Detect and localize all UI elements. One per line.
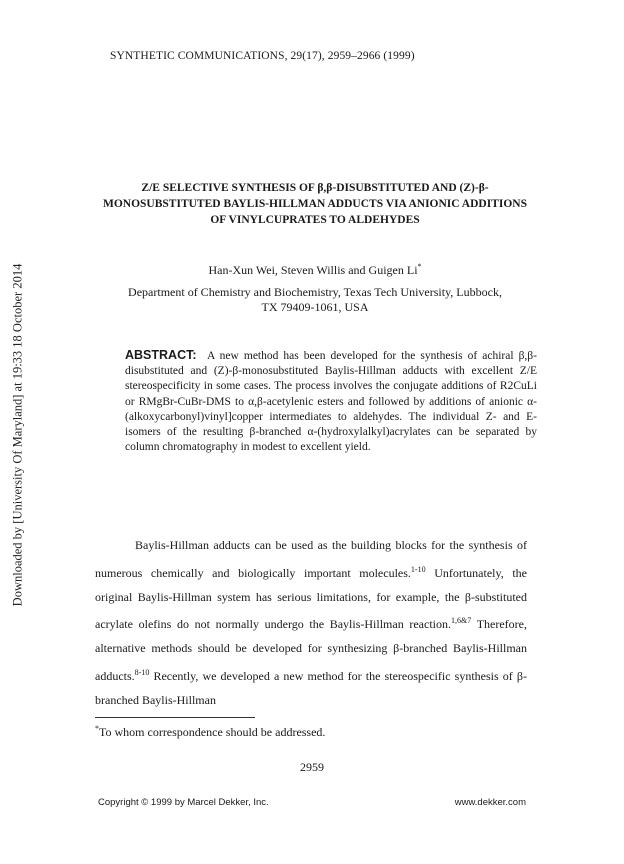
- download-watermark-text: Downloaded by [University Of Maryland] at 19:33 18 October 2014: [10, 263, 25, 607]
- body-paragraph: [95, 534, 527, 713]
- affiliation-line-2: TX 79409-1061, USA: [261, 300, 369, 314]
- footnote-mark: *: [95, 724, 99, 733]
- abstract-text: A new method has been developed for the synthesis of achiral β,β-disubstituted and (Z)-β-monosubstituted Baylis-Hillman adducts with excellent Z/E stereospecificity in some cases. The process involves the conjugate additions of R2CuLi or RMgBr-CuBr-DMS to α,β-acetylenic esters and followed by additions of anionic α-(alkoxycarbonyl)vinyl]copper intermediates to aldehydes. The individual Z- and E- isomers of the resulting β-branched α-(hydroxylalkyl)acrylates can be separated by column chromatography in modest to excellent yield.: [125, 350, 537, 454]
- affiliation: [80, 285, 550, 315]
- body-text-3: Therefore, alternative methods should be developed for synthesizing β-branched Baylis-Hillman adducts.: [95, 617, 527, 683]
- footnote-divider: [95, 717, 255, 718]
- publisher-website: www.dekker.com: [454, 797, 526, 808]
- abstract-label: ABSTRACT:: [125, 348, 197, 362]
- body-text-1: Baylis-Hillman adducts can be used as the building blocks for the synthesis of numerous chemically and biologically important molecules.: [95, 538, 527, 580]
- body-text-2: Unfortunately, the original Baylis-Hillman system has serious limitations, for example, the β-substituted acrylate olefins do not normally undergo the Baylis-Hillman reaction.: [95, 565, 527, 632]
- download-watermark: [8, 240, 28, 630]
- corresponding-author-mark: *: [417, 262, 422, 271]
- footnote: [95, 724, 325, 740]
- footnote-text: To whom correspondence should be addressed.: [99, 725, 326, 739]
- copyright-notice: Copyright © 1999 by Marcel Dekker, Inc.: [98, 797, 269, 808]
- author-names: Han-Xun Wei, Steven Willis and Guigen Li: [208, 263, 418, 277]
- affiliation-line-1: Department of Chemistry and Biochemistry, Texas Tech University, Lubbock,: [128, 285, 502, 299]
- body-text-4: Recently, we developed a new method for the stereospecific synthesis of β-branched Baylis-Hillman: [95, 668, 527, 707]
- reference-marker: 1,6&7: [451, 616, 472, 626]
- article-title: Z/E SELECTIVE SYNTHESIS OF β,β-DISUBSTITUTED AND (Z)-β-MONOSUBSTITUTED BAYLIS-HILLMAN ADDUCTS VIA ANIONIC ADDITIONS OF VINYLCUPRATES TO ALDEHYDES: [102, 182, 527, 226]
- author-list: [100, 262, 530, 278]
- reference-marker: 1-10: [410, 564, 426, 574]
- abstract: [125, 348, 537, 455]
- reference-marker: 8-10: [134, 667, 150, 677]
- page-number: 2959: [300, 760, 324, 774]
- journal-header: SYNTHETIC COMMUNICATIONS, 29(17), 2959–2966 (1999): [110, 50, 415, 62]
